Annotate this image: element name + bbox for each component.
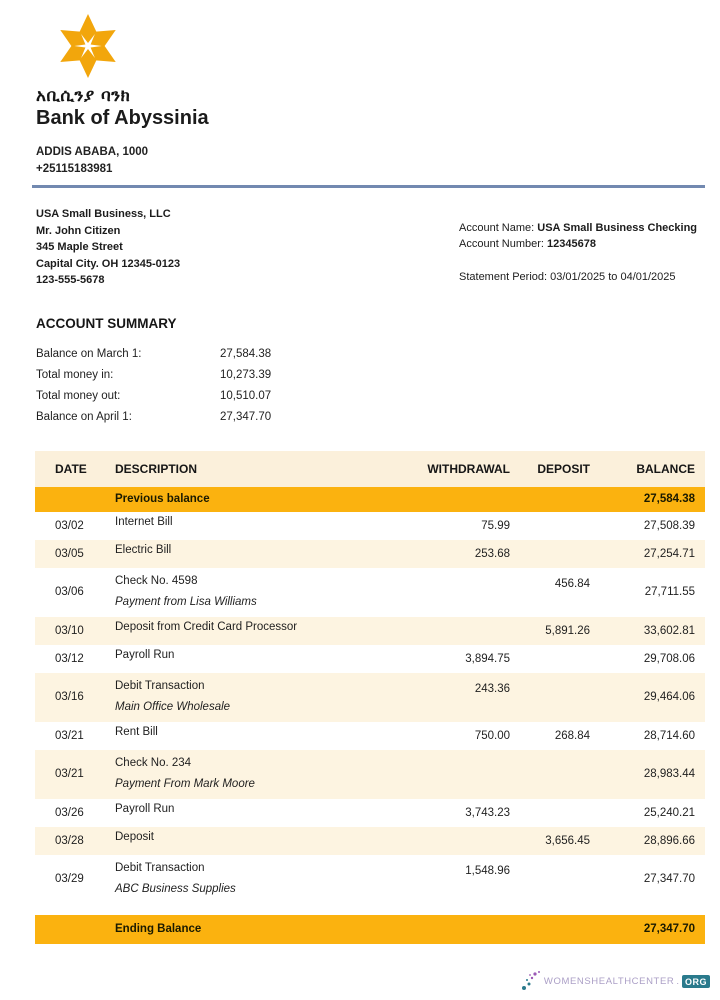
txn-date: 03/28 [55, 834, 84, 847]
statement-period-label: Statement Period: [459, 271, 548, 283]
txn-balance: 33,602.81 [643, 624, 695, 637]
txn-description-main: Payroll Run [115, 649, 175, 661]
bank-logo [56, 12, 120, 80]
txn-deposit [510, 799, 590, 807]
transaction-row [35, 799, 705, 827]
txn-description-main: Check No. 234 [115, 757, 192, 769]
txn-date: 03/29 [55, 873, 84, 885]
customer-name: Mr. John Citizen [36, 224, 121, 237]
customer-address-block [36, 206, 180, 289]
txn-withdrawal: 243.36 [474, 682, 510, 695]
transactions-body [35, 512, 705, 904]
txn-deposit [510, 645, 590, 653]
txn-balance: 27,347.70 [643, 873, 695, 885]
transaction-row [35, 673, 705, 722]
txn-date: 03/26 [55, 806, 84, 819]
txn-withdrawal: 1,548.96 [465, 864, 510, 877]
previous-balance-value: 27,584.38 [643, 493, 695, 505]
transaction-row [35, 750, 705, 799]
account-number-line [459, 236, 709, 252]
txn-deposit: 268.84 [554, 729, 590, 742]
txn-description [115, 620, 400, 641]
summary-row [36, 365, 705, 386]
txn-balance: 28,714.60 [643, 729, 695, 742]
summary-value: 27,584.38 [220, 347, 272, 360]
previous-balance-row [35, 487, 705, 512]
transaction-row [35, 855, 705, 904]
txn-deposit [510, 512, 590, 520]
bank-address: ADDIS ABABA, 1000 [36, 146, 149, 158]
transaction-row [35, 617, 705, 645]
txn-withdrawal [400, 568, 510, 578]
txn-withdrawal: 3,743.23 [465, 806, 510, 819]
txn-description-note: Main Office Wholesale [115, 701, 231, 713]
customer-street: 345 Maple Street [36, 241, 123, 253]
txn-balance: 28,983.44 [643, 768, 695, 780]
customer-company: USA Small Business, LLC [36, 208, 171, 220]
table-header-row [35, 451, 705, 487]
summary-value: 10,510.07 [220, 389, 272, 402]
account-number-label: Account Number: [459, 238, 544, 250]
account-info-block [459, 220, 709, 289]
txn-description [115, 830, 400, 851]
txn-description [115, 648, 400, 669]
txn-withdrawal [400, 617, 510, 625]
txn-description [115, 725, 400, 746]
txn-balance: 28,896.66 [643, 834, 695, 847]
summary-label: Total money in: [36, 368, 114, 381]
txn-withdrawal: 253.68 [474, 547, 510, 560]
txn-description-note: Payment from Lisa Williams [115, 596, 257, 608]
txn-deposit: 456.84 [554, 577, 590, 590]
transaction-row [35, 512, 705, 540]
header-deposit: DEPOSIT [537, 461, 590, 476]
ending-balance-label: Ending Balance [115, 923, 202, 935]
txn-balance: 27,254.71 [643, 547, 695, 560]
txn-description [115, 679, 400, 715]
txn-withdrawal [400, 750, 510, 760]
account-summary-rows [36, 344, 705, 428]
txn-date: 03/16 [55, 691, 84, 703]
watermark-separator: . [676, 975, 679, 987]
txn-description-main: Rent Bill [115, 726, 158, 738]
txn-withdrawal [400, 827, 510, 835]
txn-date: 03/10 [55, 624, 84, 637]
transaction-row [35, 540, 705, 568]
txn-description [115, 515, 400, 536]
txn-description-main: Debit Transaction [115, 862, 205, 874]
account-name-value: USA Small Business Checking [537, 222, 698, 234]
bank-phone: +25115183981 [36, 163, 113, 175]
header-divider [32, 185, 705, 188]
info-section [36, 206, 709, 289]
bank-logo-icon [56, 12, 120, 80]
customer-city: Capital City. OH 12345-0123 [36, 257, 181, 270]
header-withdrawal: WITHDRAWAL [427, 461, 510, 476]
txn-balance: 25,240.21 [643, 806, 695, 819]
txn-description [115, 543, 400, 564]
txn-date: 03/05 [55, 547, 84, 560]
txn-date: 03/21 [55, 729, 84, 742]
summary-label: Balance on March 1: [36, 347, 142, 360]
transaction-row [35, 645, 705, 673]
txn-description-main: Deposit from Credit Card Processor [115, 621, 298, 633]
txn-description-main: Check No. 4598 [115, 575, 198, 587]
header-date: DATE [55, 461, 87, 476]
txn-description-main: Electric Bill [115, 544, 172, 556]
summary-value: 10,273.39 [220, 368, 272, 381]
transaction-row [35, 722, 705, 750]
txn-withdrawal: 750.00 [474, 729, 510, 742]
txn-deposit: 3,656.45 [545, 834, 590, 847]
ending-balance-value: 27,347.70 [643, 923, 695, 935]
customer-phone: 123-555-5678 [36, 274, 105, 286]
watermark-dots-icon [521, 970, 541, 992]
transactions-table [35, 451, 705, 944]
txn-date: 03/02 [55, 519, 84, 532]
account-number-value: 12345678 [547, 238, 596, 250]
txn-description-main: Debit Transaction [115, 680, 205, 692]
txn-date: 03/12 [55, 652, 84, 665]
txn-deposit [510, 855, 590, 865]
txn-balance: 29,708.06 [643, 652, 695, 665]
summary-row [36, 407, 705, 428]
txn-deposit: 5,891.26 [545, 624, 590, 637]
txn-withdrawal: 3,894.75 [465, 652, 510, 665]
watermark-text: WOMENSHEALTHCENTER [543, 975, 675, 987]
txn-description [115, 574, 400, 610]
header-balance: BALANCE [636, 461, 695, 476]
txn-description [115, 802, 400, 823]
statement-header [36, 12, 705, 188]
txn-description-main: Internet Bill [115, 516, 173, 528]
statement-period-line [459, 269, 709, 285]
summary-row [36, 344, 705, 365]
txn-description-main: Deposit [115, 831, 154, 843]
summary-row [36, 386, 705, 407]
txn-balance: 27,508.39 [643, 519, 695, 532]
txn-description-note: Payment From Mark Moore [115, 778, 255, 790]
txn-deposit [510, 750, 590, 760]
txn-description [115, 861, 400, 897]
account-summary-title: ACCOUNT SUMMARY [36, 315, 177, 331]
watermark-org-badge: ORG [682, 975, 710, 988]
watermark [521, 970, 710, 992]
txn-deposit [510, 673, 590, 683]
statement-period-value: 03/01/2025 to 04/01/2025 [550, 271, 676, 283]
account-name-line [459, 220, 709, 236]
txn-balance: 27,711.55 [644, 586, 695, 598]
summary-label: Total money out: [36, 389, 121, 402]
summary-label: Balance on April 1: [36, 410, 132, 423]
transaction-row [35, 568, 705, 617]
header-description: DESCRIPTION [115, 461, 198, 476]
ending-balance-row [35, 915, 705, 944]
bank-name-amharic: አቢሲንያ ባንክ [36, 86, 131, 106]
txn-deposit [510, 540, 590, 548]
txn-description-note: ABC Business Supplies [115, 883, 236, 895]
bank-name-english: Bank of Abyssinia [36, 107, 209, 129]
transaction-row [35, 827, 705, 855]
summary-value: 27,347.70 [220, 410, 272, 423]
txn-date: 03/21 [55, 768, 84, 780]
previous-balance-label: Previous balance [115, 493, 210, 505]
txn-date: 03/06 [55, 586, 84, 598]
txn-withdrawal: 75.99 [481, 519, 510, 532]
account-name-label: Account Name: [459, 222, 535, 234]
txn-balance: 29,464.06 [643, 691, 695, 703]
txn-description [115, 756, 400, 792]
txn-description-main: Payroll Run [115, 803, 175, 815]
